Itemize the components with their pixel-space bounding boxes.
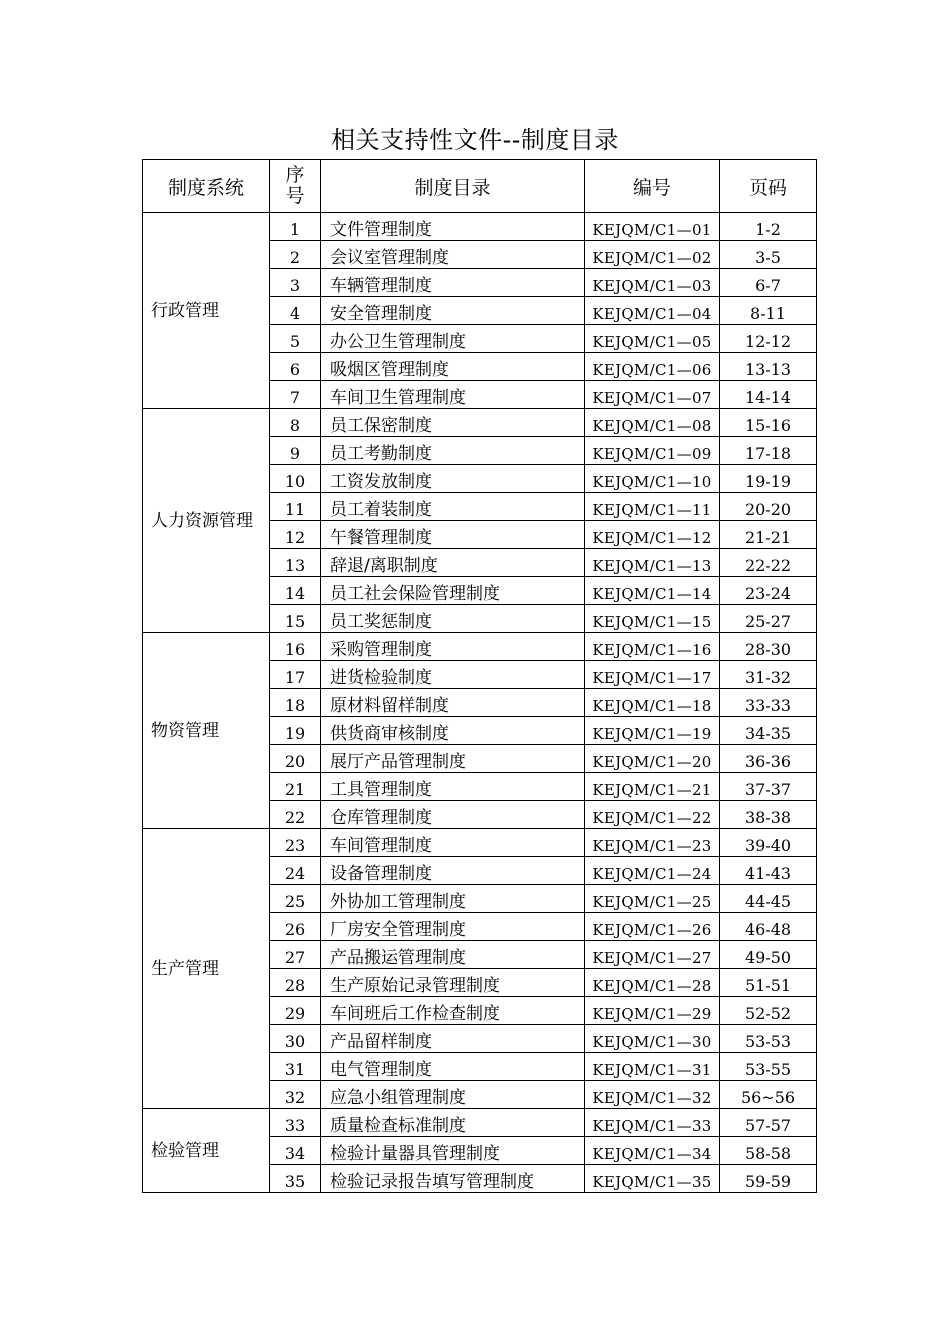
seq-cell: 4 <box>270 297 321 325</box>
catalog-cell: 电气管理制度 <box>321 1053 585 1081</box>
header-seq-part: 序 <box>285 164 305 186</box>
table-row <box>143 633 817 661</box>
code-cell: KEJQM/C1—35 <box>585 1165 720 1193</box>
page-cell: 12-12 <box>720 325 817 353</box>
code-cell: KEJQM/C1—02 <box>585 241 720 269</box>
catalog-cell: 办公卫生管理制度 <box>321 325 585 353</box>
catalog-cell: 员工着装制度 <box>321 493 585 521</box>
table-row <box>143 829 817 857</box>
page-cell: 22-22 <box>720 549 817 577</box>
seq-cell: 18 <box>270 689 321 717</box>
code-cell: KEJQM/C1—09 <box>585 437 720 465</box>
seq-cell: 11 <box>270 493 321 521</box>
code-cell: KEJQM/C1—23 <box>585 829 720 857</box>
code-cell: KEJQM/C1—25 <box>585 885 720 913</box>
code-cell: KEJQM/C1—15 <box>585 605 720 633</box>
code-cell: KEJQM/C1—28 <box>585 969 720 997</box>
code-cell: KEJQM/C1—03 <box>585 269 720 297</box>
system-cell: 生产管理 <box>143 829 270 1109</box>
code-cell: KEJQM/C1—30 <box>585 1025 720 1053</box>
page-cell: 8-11 <box>720 297 817 325</box>
system-cell: 物资管理 <box>143 633 270 829</box>
header-seq-part: 号 <box>285 185 305 207</box>
page-cell: 20-20 <box>720 493 817 521</box>
page-cell: 38-38 <box>720 801 817 829</box>
seq-cell: 23 <box>270 829 321 857</box>
page-cell: 31-32 <box>720 661 817 689</box>
catalog-cell: 员工奖惩制度 <box>321 605 585 633</box>
page-cell: 58-58 <box>720 1137 817 1165</box>
header-page: 页码 <box>720 160 817 213</box>
page-cell: 25-27 <box>720 605 817 633</box>
seq-cell: 32 <box>270 1081 321 1109</box>
catalog-cell: 产品搬运管理制度 <box>321 941 585 969</box>
seq-cell: 19 <box>270 717 321 745</box>
code-cell: KEJQM/C1—13 <box>585 549 720 577</box>
catalog-cell: 文件管理制度 <box>321 213 585 241</box>
table-row <box>143 409 817 437</box>
page-cell: 17-18 <box>720 437 817 465</box>
catalog-cell: 应急小组管理制度 <box>321 1081 585 1109</box>
catalog-cell: 工具管理制度 <box>321 773 585 801</box>
page-cell: 34-35 <box>720 717 817 745</box>
page-cell: 52-52 <box>720 997 817 1025</box>
page-cell: 6-7 <box>720 269 817 297</box>
table-row <box>143 1109 817 1137</box>
catalog-cell: 检验记录报告填写管理制度 <box>321 1165 585 1193</box>
code-cell: KEJQM/C1—10 <box>585 465 720 493</box>
seq-cell: 16 <box>270 633 321 661</box>
page-cell: 1-2 <box>720 213 817 241</box>
page-cell: 39-40 <box>720 829 817 857</box>
system-cell: 人力资源管理 <box>143 409 270 633</box>
page-cell: 15-16 <box>720 409 817 437</box>
page-cell: 28-30 <box>720 633 817 661</box>
code-cell: KEJQM/C1—31 <box>585 1053 720 1081</box>
catalog-cell: 会议室管理制度 <box>321 241 585 269</box>
catalog-cell: 原材料留样制度 <box>321 689 585 717</box>
catalog-cell: 车间班后工作检查制度 <box>321 997 585 1025</box>
code-cell: KEJQM/C1—17 <box>585 661 720 689</box>
catalog-cell: 外协加工管理制度 <box>321 885 585 913</box>
seq-cell: 35 <box>270 1165 321 1193</box>
code-cell: KEJQM/C1—22 <box>585 801 720 829</box>
code-cell: KEJQM/C1—33 <box>585 1109 720 1137</box>
page-cell: 19-19 <box>720 465 817 493</box>
page-cell: 53-53 <box>720 1025 817 1053</box>
code-cell: KEJQM/C1—27 <box>585 941 720 969</box>
catalog-cell: 进货检验制度 <box>321 661 585 689</box>
code-cell: KEJQM/C1—21 <box>585 773 720 801</box>
seq-cell: 21 <box>270 773 321 801</box>
code-cell: KEJQM/C1—19 <box>585 717 720 745</box>
page-cell: 46-48 <box>720 913 817 941</box>
code-cell: KEJQM/C1—24 <box>585 857 720 885</box>
code-cell: KEJQM/C1—14 <box>585 577 720 605</box>
code-cell: KEJQM/C1—07 <box>585 381 720 409</box>
page-cell: 14-14 <box>720 381 817 409</box>
seq-cell: 30 <box>270 1025 321 1053</box>
catalog-cell: 生产原始记录管理制度 <box>321 969 585 997</box>
page-cell: 53-55 <box>720 1053 817 1081</box>
catalog-cell: 员工保密制度 <box>321 409 585 437</box>
catalog-cell: 检验计量器具管理制度 <box>321 1137 585 1165</box>
page-cell: 23-24 <box>720 577 817 605</box>
catalog-cell: 供货商审核制度 <box>321 717 585 745</box>
code-cell: KEJQM/C1—32 <box>585 1081 720 1109</box>
catalog-cell: 展厅产品管理制度 <box>321 745 585 773</box>
page-cell: 56~56 <box>720 1081 817 1109</box>
seq-cell: 15 <box>270 605 321 633</box>
code-cell: KEJQM/C1—04 <box>585 297 720 325</box>
code-cell: KEJQM/C1—20 <box>585 745 720 773</box>
page-cell: 44-45 <box>720 885 817 913</box>
catalog-cell: 吸烟区管理制度 <box>321 353 585 381</box>
seq-cell: 6 <box>270 353 321 381</box>
header-code: 编号 <box>585 160 720 213</box>
code-cell: KEJQM/C1—05 <box>585 325 720 353</box>
seq-cell: 34 <box>270 1137 321 1165</box>
seq-cell: 17 <box>270 661 321 689</box>
table-row <box>143 213 817 241</box>
page-cell: 21-21 <box>720 521 817 549</box>
table-body <box>143 213 817 1193</box>
catalog-cell: 员工考勤制度 <box>321 437 585 465</box>
seq-cell: 20 <box>270 745 321 773</box>
header-catalog: 制度目录 <box>321 160 585 213</box>
seq-cell: 22 <box>270 801 321 829</box>
page-cell: 3-5 <box>720 241 817 269</box>
header-system: 制度系统 <box>143 160 270 213</box>
seq-cell: 31 <box>270 1053 321 1081</box>
header-seq <box>270 160 321 213</box>
system-cell: 检验管理 <box>143 1109 270 1193</box>
catalog-cell: 车辆管理制度 <box>321 269 585 297</box>
page-cell: 57-57 <box>720 1109 817 1137</box>
code-cell: KEJQM/C1—16 <box>585 633 720 661</box>
seq-cell: 25 <box>270 885 321 913</box>
seq-cell: 5 <box>270 325 321 353</box>
seq-cell: 2 <box>270 241 321 269</box>
seq-cell: 28 <box>270 969 321 997</box>
page-cell: 49-50 <box>720 941 817 969</box>
seq-cell: 29 <box>270 997 321 1025</box>
catalog-cell: 仓库管理制度 <box>321 801 585 829</box>
catalog-cell: 员工社会保险管理制度 <box>321 577 585 605</box>
catalog-cell: 午餐管理制度 <box>321 521 585 549</box>
seq-cell: 12 <box>270 521 321 549</box>
system-cell: 行政管理 <box>143 213 270 409</box>
catalog-cell: 辞退/离职制度 <box>321 549 585 577</box>
catalog-cell: 产品留样制度 <box>321 1025 585 1053</box>
code-cell: KEJQM/C1—29 <box>585 997 720 1025</box>
code-cell: KEJQM/C1—12 <box>585 521 720 549</box>
seq-cell: 7 <box>270 381 321 409</box>
catalog-cell: 车间管理制度 <box>321 829 585 857</box>
seq-cell: 9 <box>270 437 321 465</box>
page-cell: 59-59 <box>720 1165 817 1193</box>
catalog-cell: 设备管理制度 <box>321 857 585 885</box>
code-cell: KEJQM/C1—34 <box>585 1137 720 1165</box>
page-cell: 33-33 <box>720 689 817 717</box>
page-title: 相关支持性文件--制度目录 <box>331 126 619 154</box>
code-cell: KEJQM/C1—11 <box>585 493 720 521</box>
seq-cell: 10 <box>270 465 321 493</box>
seq-cell: 1 <box>270 213 321 241</box>
seq-cell: 3 <box>270 269 321 297</box>
header-row <box>143 160 817 213</box>
page-cell: 36-36 <box>720 745 817 773</box>
catalog-table <box>142 159 817 1193</box>
page-cell: 37-37 <box>720 773 817 801</box>
seq-cell: 24 <box>270 857 321 885</box>
code-cell: KEJQM/C1—18 <box>585 689 720 717</box>
page-cell: 13-13 <box>720 353 817 381</box>
page-cell: 51-51 <box>720 969 817 997</box>
catalog-cell: 安全管理制度 <box>321 297 585 325</box>
page-cell: 41-43 <box>720 857 817 885</box>
code-cell: KEJQM/C1—01 <box>585 213 720 241</box>
code-cell: KEJQM/C1—26 <box>585 913 720 941</box>
catalog-cell: 质量检查标准制度 <box>321 1109 585 1137</box>
catalog-cell: 车间卫生管理制度 <box>321 381 585 409</box>
seq-cell: 8 <box>270 409 321 437</box>
seq-cell: 14 <box>270 577 321 605</box>
seq-cell: 33 <box>270 1109 321 1137</box>
seq-cell: 13 <box>270 549 321 577</box>
catalog-cell: 工资发放制度 <box>321 465 585 493</box>
seq-cell: 26 <box>270 913 321 941</box>
code-cell: KEJQM/C1—06 <box>585 353 720 381</box>
catalog-cell: 厂房安全管理制度 <box>321 913 585 941</box>
code-cell: KEJQM/C1—08 <box>585 409 720 437</box>
seq-cell: 27 <box>270 941 321 969</box>
catalog-cell: 采购管理制度 <box>321 633 585 661</box>
